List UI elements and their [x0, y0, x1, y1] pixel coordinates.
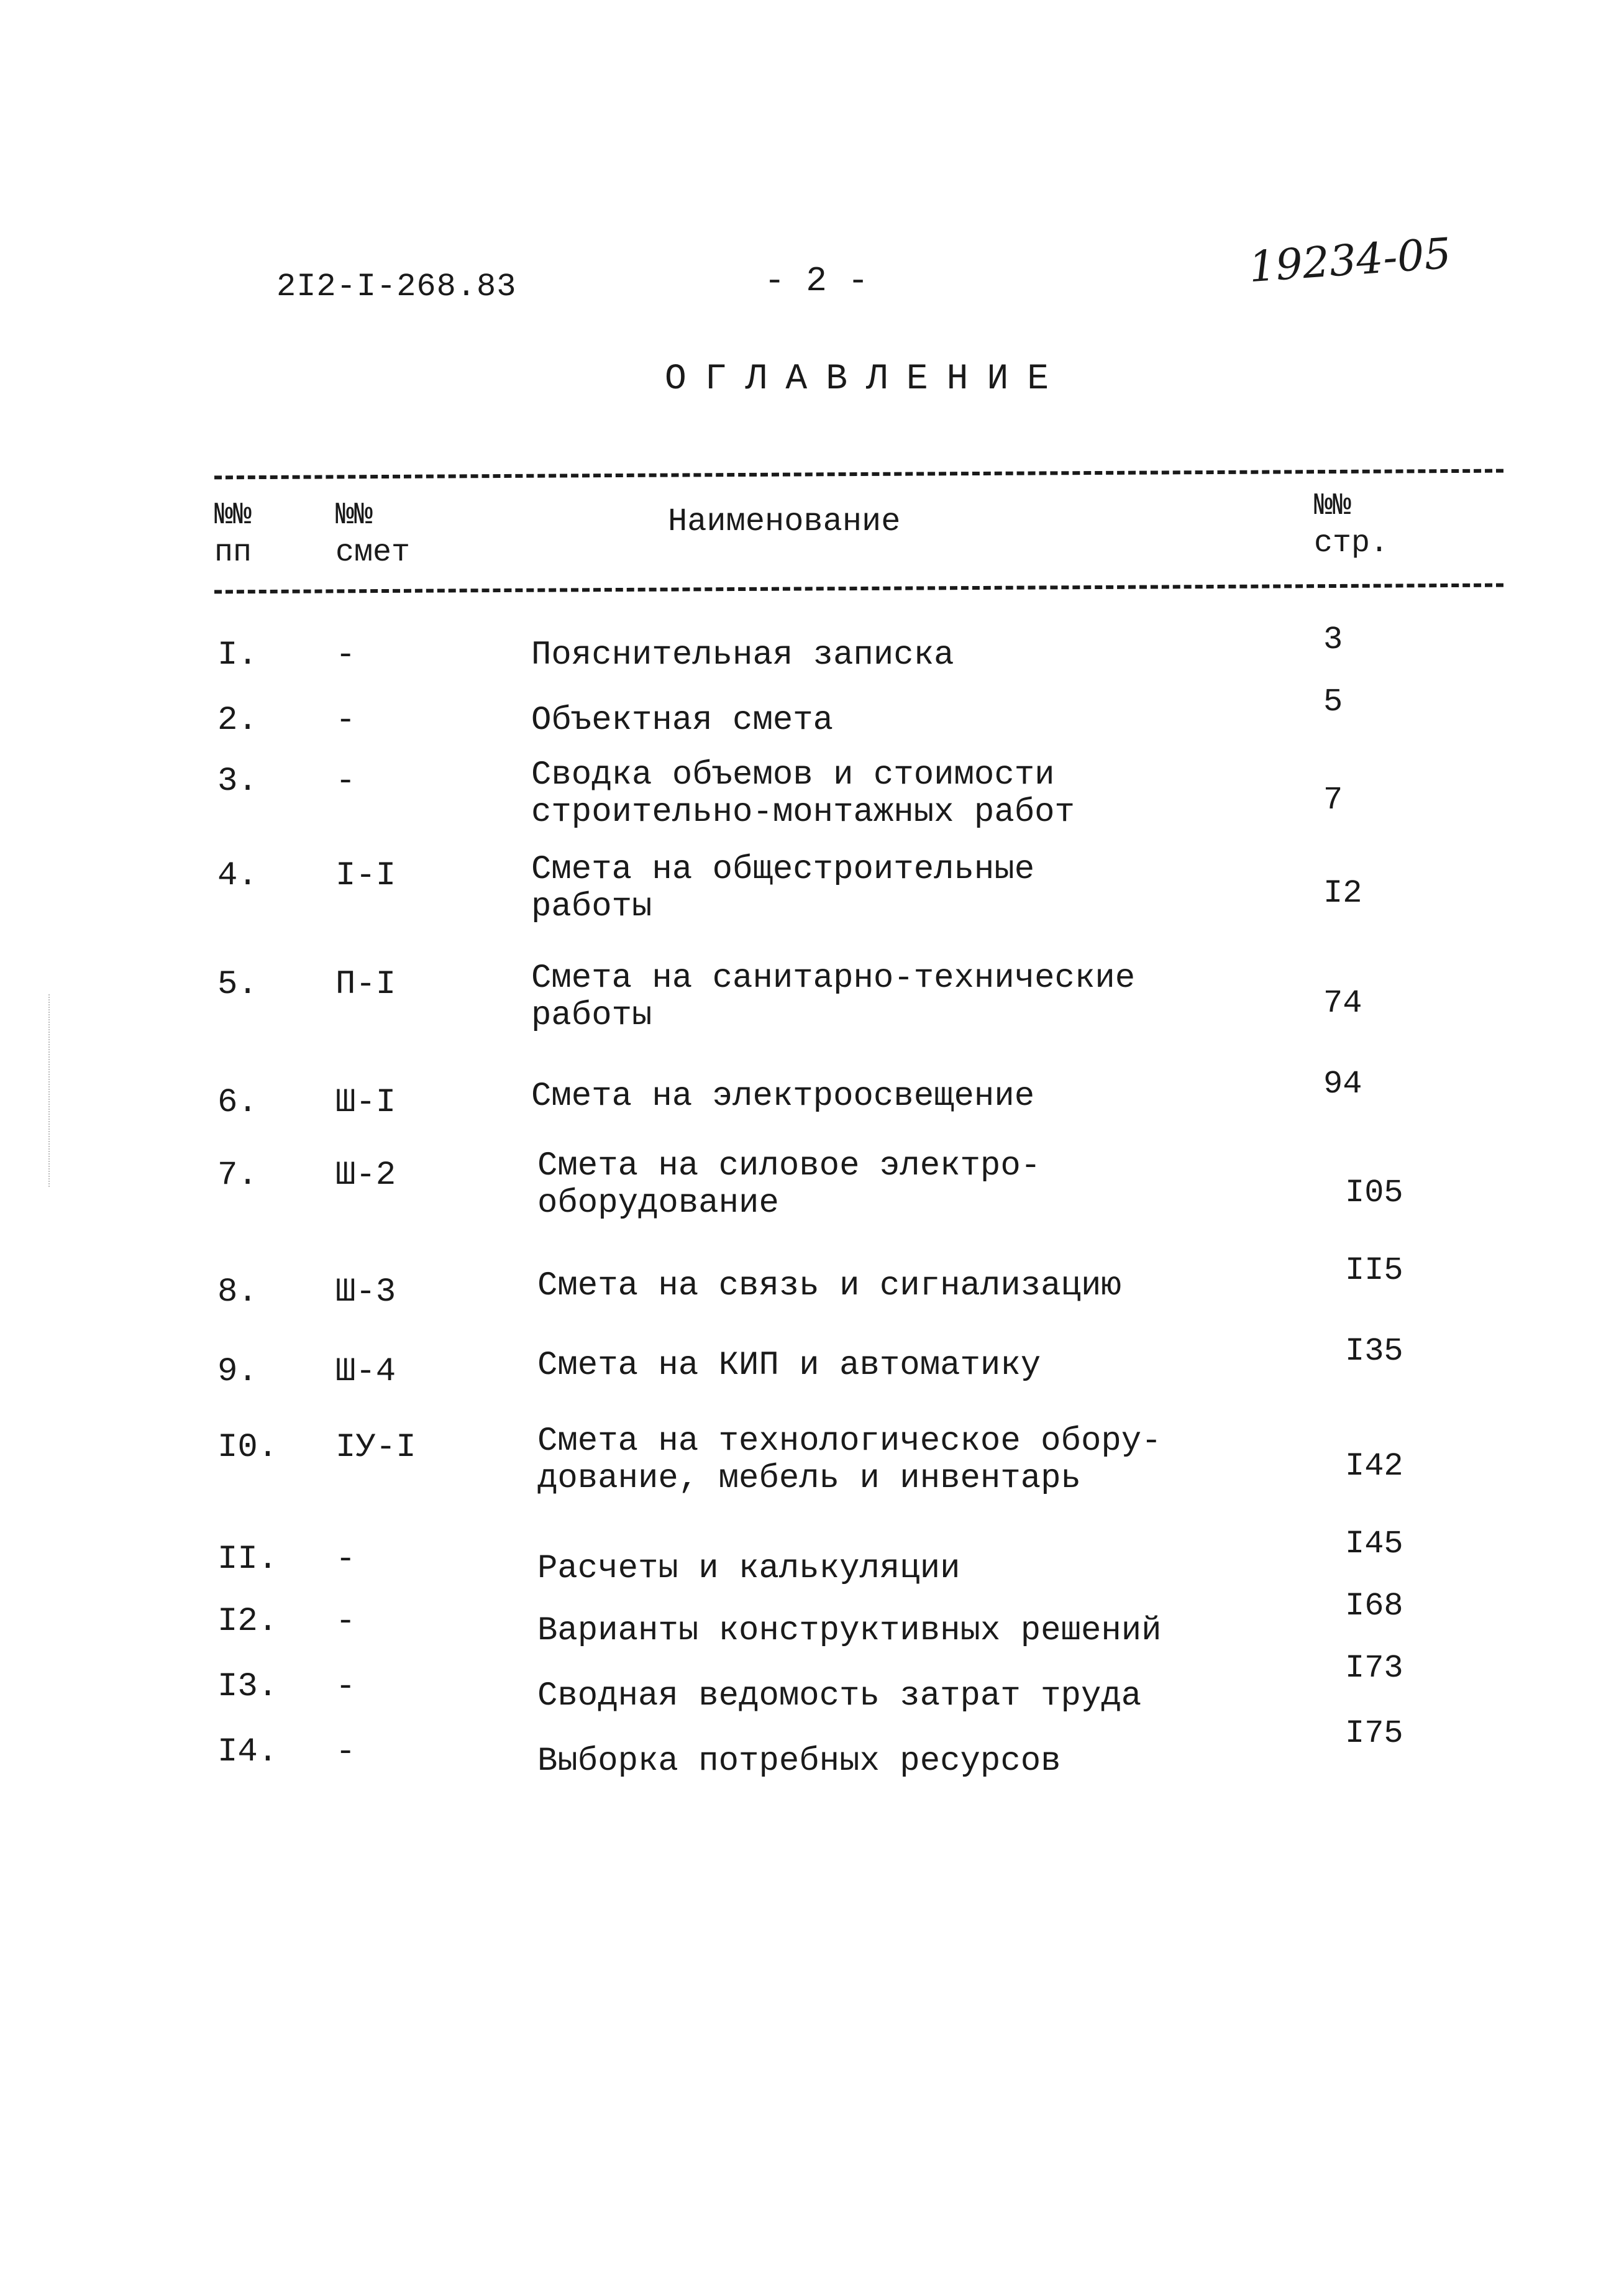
column-header-estimate-line1: №№	[335, 498, 373, 533]
estimate-number: -	[335, 1540, 356, 1578]
page-title: ОГЛАВЛЕНИЕ	[665, 359, 1068, 400]
document-code: 2I2-I-268.83	[276, 268, 517, 305]
estimate-number: -	[335, 1603, 356, 1641]
estimate-number: -	[335, 1733, 356, 1771]
page-ref: I73	[1345, 1650, 1403, 1687]
row-number: 6.	[217, 1084, 258, 1122]
table-header-rule	[214, 584, 1503, 594]
row-number: 7.	[217, 1156, 258, 1194]
page-ref: I75	[1345, 1715, 1403, 1752]
item-name	[531, 637, 954, 674]
row-number: I4.	[217, 1733, 278, 1771]
column-header-name: Наименование	[668, 503, 901, 540]
item-name	[537, 1148, 1041, 1222]
row-number: 4.	[217, 857, 258, 895]
estimate-number: -	[335, 702, 356, 739]
item-name	[537, 1743, 1061, 1780]
column-header-no	[214, 497, 252, 572]
item-name-line: Смета на санитарно-технические	[531, 959, 1136, 997]
item-name-line: Объектная смета	[531, 702, 834, 739]
estimate-number: -	[335, 762, 356, 800]
page-ref: 94	[1323, 1066, 1362, 1102]
item-name-line: Смета на КИП и автоматику	[537, 1347, 1041, 1385]
page-ref: I05	[1345, 1174, 1403, 1211]
row-number: 2.	[217, 702, 258, 739]
item-name	[537, 1678, 1141, 1715]
item-name	[531, 1078, 1034, 1115]
item-name-line: Расчеты и калькуляции	[537, 1550, 960, 1588]
row-number: II.	[217, 1540, 278, 1578]
scan-margin-mark	[48, 994, 50, 1187]
item-name-line: дование, мебель и инвентарь	[537, 1460, 1081, 1498]
item-name-line: Сводная ведомость затрат труда	[537, 1677, 1142, 1715]
item-name-line: Варианты конструктивных решений	[537, 1612, 1162, 1650]
row-number: 5.	[217, 966, 258, 1004]
page-ref: 7	[1323, 782, 1343, 818]
item-name	[537, 1347, 1041, 1385]
item-name-line: Выборка потребных ресурсов	[537, 1742, 1061, 1780]
page-ref: I68	[1345, 1588, 1403, 1624]
page-ref: 3	[1323, 621, 1343, 658]
row-number: I.	[217, 636, 258, 674]
page-ref: I45	[1345, 1526, 1403, 1562]
column-header-no-line1: №№	[214, 498, 252, 533]
row-number: I3.	[217, 1668, 278, 1706]
item-name-line: Смета на силовое электро-	[537, 1147, 1041, 1185]
item-name-line: Смета на связь и сигнализацию	[537, 1267, 1121, 1305]
page-ref: 74	[1323, 985, 1362, 1022]
item-name-line: работы	[531, 997, 652, 1035]
table-top-rule	[214, 469, 1503, 480]
item-name	[537, 1423, 1162, 1498]
item-name-line: Смета на общестроительные	[531, 851, 1035, 889]
row-number: 3.	[217, 762, 258, 800]
item-name	[537, 1550, 960, 1588]
estimate-number: Ш-I	[335, 1084, 396, 1122]
column-header-no-line2: пп	[214, 535, 252, 570]
estimate-number: -	[335, 636, 356, 674]
item-name-line: Смета на электроосвещение	[531, 1078, 1035, 1115]
handwritten-number: 19234-05	[1247, 229, 1453, 293]
item-name	[531, 757, 1075, 831]
column-header-page-line1: №№	[1314, 488, 1352, 524]
item-name-line: строительно-монтажных работ	[531, 794, 1075, 831]
row-number: 9.	[217, 1353, 258, 1391]
estimate-number: Ш-2	[335, 1156, 396, 1194]
estimate-number: П-I	[335, 966, 396, 1004]
item-name-line: оборудование	[537, 1184, 779, 1222]
item-name-line: Сводка объемов и стоимости	[531, 756, 1055, 794]
item-name-line: Смета на технологическое обору-	[537, 1422, 1162, 1460]
item-name-line: Пояснительная записка	[531, 636, 954, 674]
item-name	[531, 960, 1135, 1035]
estimate-number: IУ-I	[335, 1429, 416, 1467]
item-name	[537, 1613, 1162, 1650]
item-name	[537, 1268, 1121, 1305]
page-ref: I2	[1323, 875, 1362, 912]
column-header-page	[1314, 488, 1389, 562]
item-name	[531, 702, 833, 739]
row-number: 8.	[217, 1273, 258, 1311]
item-name	[531, 851, 1034, 926]
item-name-line: работы	[531, 888, 652, 926]
row-number: I0.	[217, 1429, 278, 1467]
estimate-number: -	[335, 1668, 356, 1706]
column-header-page-line2: стр.	[1314, 526, 1389, 561]
estimate-number: Ш-4	[335, 1353, 396, 1391]
page-ref: I42	[1345, 1448, 1403, 1485]
page-ref: 5	[1323, 684, 1343, 720]
column-header-estimate	[335, 497, 410, 572]
page-ref: II5	[1345, 1252, 1403, 1289]
row-number: I2.	[217, 1603, 278, 1641]
estimate-number: Ш-3	[335, 1273, 396, 1311]
estimate-number: I-I	[335, 857, 396, 895]
column-header-estimate-line2: смет	[335, 535, 411, 570]
page-ref: I35	[1345, 1333, 1403, 1370]
page-number: - 2 -	[764, 261, 869, 301]
